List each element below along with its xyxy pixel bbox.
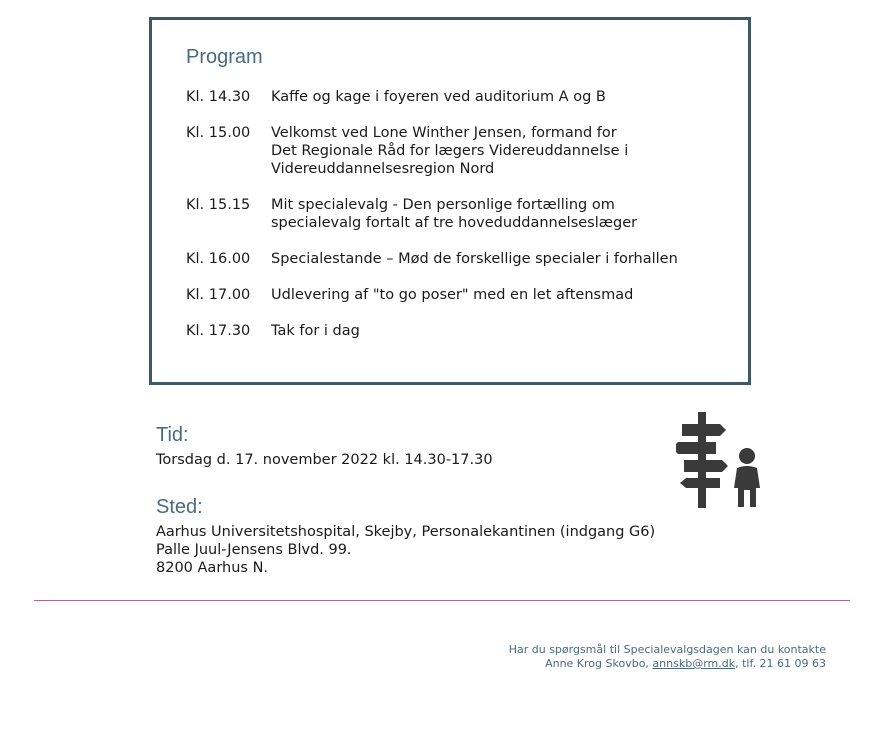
program-time: Kl. 16.00	[186, 251, 251, 267]
program-description	[271, 250, 741, 268]
program-time: Kl. 17.00	[186, 287, 251, 303]
tid-text: Torsdag d. 17. november 2022 kl. 14.30-17.30	[156, 452, 493, 468]
signpost-person-icon	[676, 410, 762, 510]
program-description-line: Kaffe og kage i foyeren ved auditorium A og B	[271, 89, 606, 105]
program-description-line: Udlevering af "to go poser" med en let aftensmad	[271, 287, 634, 303]
footer-line1: Har du spørgsmål til Specialevalgsdagen kan du kontakte	[508, 643, 826, 656]
program-item	[186, 196, 741, 232]
contact-name: Anne Krog Skovbo,	[545, 657, 653, 670]
program-time: Kl. 15.15	[186, 197, 251, 213]
program-description-line: Mit specialevalg - Den personlige fortælling om	[271, 197, 615, 213]
contact-footer	[509, 643, 826, 671]
program-description-line: Specialestande – Mød de forskellige specialer i forhallen	[271, 251, 678, 267]
program-time: Kl. 15.00	[186, 125, 251, 141]
program-item	[186, 88, 741, 106]
address-line: Aarhus Universitetshospital, Skejby, Personalekantinen (indgang G6)	[156, 524, 656, 540]
divider-line	[34, 600, 850, 601]
program-item	[186, 124, 741, 178]
sted-heading: Sted:	[156, 496, 203, 518]
program-description	[271, 124, 741, 178]
sted-address	[156, 523, 655, 577]
address-line: 8200 Aarhus N.	[156, 560, 269, 576]
contact-phone: , tlf. 21 61 09 63	[735, 657, 826, 670]
program-time: Kl. 14.30	[186, 89, 251, 105]
program-item	[186, 286, 741, 304]
program-description	[271, 286, 741, 304]
program-description	[271, 88, 741, 106]
program-item	[186, 322, 741, 340]
program-description-line: Videreuddannelsesregion Nord	[271, 161, 495, 177]
program-description	[271, 196, 741, 232]
program-description-line: Tak for i dag	[271, 323, 360, 339]
program-item	[186, 250, 741, 268]
tid-heading: Tid:	[156, 424, 189, 446]
program-box	[149, 17, 751, 385]
address-line: Palle Juul-Jensens Blvd. 99.	[156, 542, 352, 558]
program-description-line: Det Regionale Råd for lægers Videreuddannelse i	[271, 143, 629, 159]
program-time: Kl. 17.30	[186, 323, 251, 339]
program-title: Program	[186, 46, 263, 68]
program-description-line: specialevalg fortalt af tre hoveduddannelseslæger	[271, 215, 638, 231]
email-link[interactable]: annskb@rm.dk	[652, 657, 736, 670]
program-description-line: Velkomst ved Lone Winther Jensen, formand for	[271, 125, 617, 141]
program-list	[186, 88, 741, 358]
program-description	[271, 322, 741, 340]
footer-line2	[509, 657, 826, 671]
